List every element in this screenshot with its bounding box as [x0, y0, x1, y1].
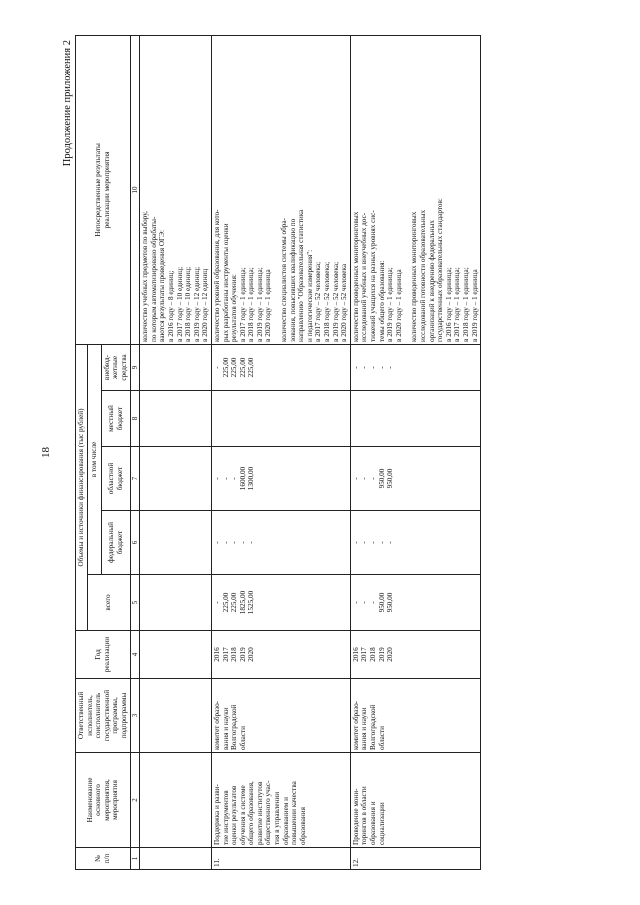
offbudget-cell: - - - - -	[350, 344, 480, 390]
column-number: 7	[130, 447, 140, 511]
total-cell: - - - 950,00 950,00	[350, 575, 480, 631]
column-number-row	[130, 35, 140, 869]
header-results: Непосредственные результаты реализации мероприятия	[76, 35, 131, 344]
table-row	[350, 35, 480, 869]
column-number: 1	[130, 848, 140, 870]
offbudget-cell: - 225,00 225,00 225,00 225,00	[211, 344, 350, 390]
measure-name: Поддержка и разви- тие инструментов оценки результатов обучения в системе общего образования, развитие институтов общественного учас- тия в управлении образованием и повышении качества образования	[211, 753, 350, 848]
row-number: 12.	[350, 848, 480, 870]
results-cell	[211, 35, 350, 344]
column-number: 3	[130, 679, 140, 753]
federal-cell: - - - - -	[211, 511, 350, 575]
header-local: местный бюджет	[101, 391, 130, 447]
column-number: 9	[130, 344, 140, 390]
header-total: всего	[87, 575, 130, 631]
header-executor: Ответственный исполнитель, соисполнитель государственной программы, подпрограммы	[76, 679, 131, 753]
results-cell	[350, 35, 480, 344]
table-row	[211, 35, 350, 869]
header-funding: Объемы и источники финансирования (тыс рублей)	[76, 344, 88, 630]
header-federal: федеральный бюджет	[101, 511, 130, 575]
table-row-continuation	[140, 35, 212, 869]
results-cell: количество учебных предметов по выбору, по которым автоматизировано обрабаты- ваются результаты проведения ОГЭ: в 2016 году – 8 единиц; в 2017 году – 10 единиц; в 2018 году – 10 единиц; в 2019 году – 12 единиц; в 2020 году – 12 единиц	[140, 35, 212, 344]
local-cell	[350, 391, 480, 447]
executor-cell: комитет образо- вания и науки Волгоградской области	[350, 679, 480, 753]
continuation-label: Продолжение приложения 2	[62, 40, 73, 167]
results-block: количество проведенных мониторинговых исследований готовности образовательных организаций к внедрению федеральных государственных образовательных стандартов: в 2016 году – 1 единица; в 2017 году – 1 единица; в 2018 году – 1 единица; в 2019 году – 1 единица	[410, 198, 479, 342]
header-year: Год реализации	[76, 631, 131, 679]
header-name: Наименование основного мероприятия, мероприятия	[76, 753, 131, 848]
local-cell	[211, 391, 350, 447]
regional-cell: - - - 1600,00 1300,00	[211, 447, 350, 511]
years-cell: 2016 2017 2018 2019 2020	[350, 631, 480, 679]
regional-cell: - - - 950,00 950,00	[350, 447, 480, 511]
header-incl: в том числе	[87, 344, 101, 574]
executor-cell: комитет образо- вания и науки Волгоградской области	[211, 679, 350, 753]
column-number: 10	[130, 35, 140, 344]
header-regional: областной бюджет	[101, 447, 130, 511]
row-number: 11.	[211, 848, 350, 870]
column-number: 8	[130, 391, 140, 447]
page-number: 18	[40, 447, 52, 458]
column-number: 6	[130, 511, 140, 575]
header-num: № п/п	[76, 848, 131, 870]
years-cell: 2016 2017 2018 2019 2020	[211, 631, 350, 679]
column-number: 4	[130, 631, 140, 679]
results-block: количество специалистов системы обра- зования, повысивших квалификацию по направлению "Образовательная статистика и педагогические измерения": в 2017 году – 52 человека; в 2018 году – 52 человека; в 2019 году – 52 человека; в 2020 году – 52 человека	[280, 209, 349, 342]
header-offbudget: внебюд- жетные средства	[101, 344, 130, 390]
column-number: 2	[130, 753, 140, 848]
results-block: количество уровней образования, для кото- рых разработаны инструменты оценки результатов обучения: в 2017 году – 1 единица; в 2018 году – 1 единица; в 2019 году – 1 единица; в 2020 году – 1 единица	[212, 209, 273, 342]
funding-table	[75, 35, 481, 870]
federal-cell: - - - - -	[350, 511, 480, 575]
measure-name: Проведение мони- торингов в области образования и социализации	[350, 753, 480, 848]
results-block: количество проведенных мониторинговых исследований учебных и внеучебных дос- тижений учащихся на разных уровнях сис- темы общего образования: в 2019 году – 1 единица; в 2020 году – 1 единица	[351, 210, 403, 342]
total-cell: - 225,00 225,00 1825,00 1525,00	[211, 575, 350, 631]
column-number: 5	[130, 575, 140, 631]
